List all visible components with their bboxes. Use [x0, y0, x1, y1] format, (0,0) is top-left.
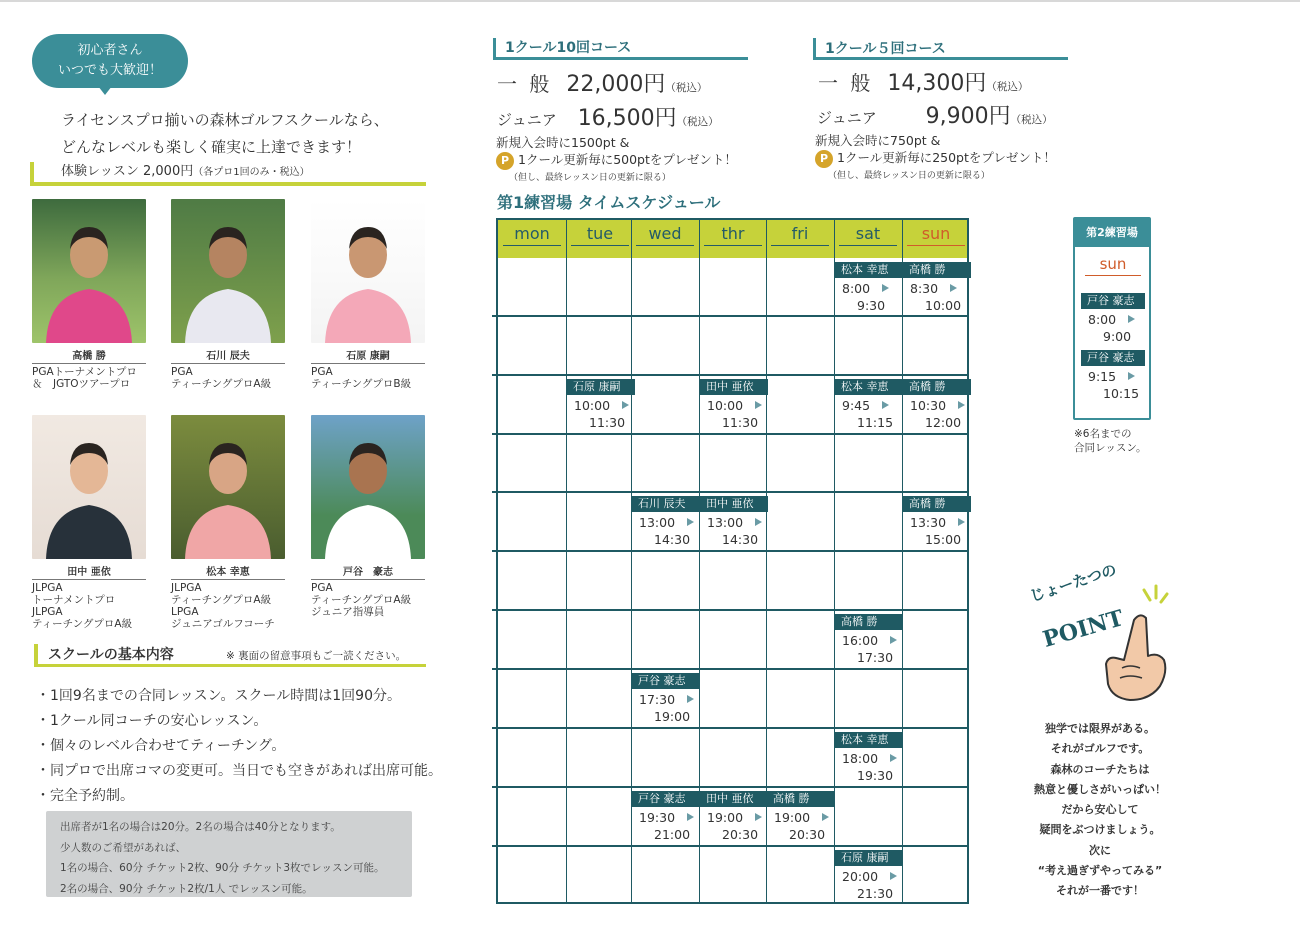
slot-start: 10:00: [707, 398, 744, 413]
point-illustration: [1026, 560, 1176, 710]
lesson-slot[interactable]: [835, 262, 903, 313]
slot-start: 19:00: [707, 810, 744, 825]
slot-start: 8:00: [1088, 312, 1117, 327]
small-group-note: [46, 811, 412, 897]
coach-name: 高橋 勝: [32, 347, 146, 364]
message-line: 独学では限界がある。: [1045, 722, 1155, 735]
point-message: [1026, 719, 1174, 902]
slot-start: 13:00: [707, 515, 744, 530]
slot-start-row: [707, 515, 768, 530]
grid-row-tick: [492, 786, 498, 788]
arrow-right-icon: [958, 518, 965, 526]
course2-bonus-line1: 新規入会時に750pt &: [815, 133, 941, 148]
basics-note: ※ 裏面の留意事項もご一読ください。: [226, 650, 407, 662]
slot-coach: 石原 康嗣: [567, 379, 635, 395]
slot-start: 8:00: [842, 281, 871, 296]
coach-title: PGA ティーチングプロB級: [311, 366, 412, 390]
slot-start-row: [910, 515, 971, 530]
course1-bonus-text: 1クール更新毎に500ptをプレゼント！: [518, 152, 737, 167]
arrow-right-icon: [1128, 372, 1135, 380]
lesson-slot[interactable]: [767, 791, 835, 842]
slot-start: 18:00: [842, 751, 879, 766]
slot-start: 19:30: [639, 810, 676, 825]
basics-point: ・1回9名までの合同レッスン。スクール時間は1回90分。: [36, 688, 401, 704]
basics-point: ・完全予約制。: [36, 788, 134, 804]
course1-bonus-line1: 新規入会時に1500pt &: [496, 135, 630, 150]
slot-coach: 石原 康嗣: [835, 850, 903, 866]
coach-name: 松本 幸恵: [171, 563, 285, 580]
slot-end: 14:30: [654, 532, 691, 547]
basics-accent-bar: [34, 664, 426, 667]
slot-end: 15:00: [925, 532, 962, 547]
slot-start-row: [842, 633, 903, 648]
lesson-slot[interactable]: [1081, 350, 1145, 401]
arrow-right-icon: [822, 813, 829, 821]
coach-portrait-icon: [171, 199, 285, 343]
day-header-sun: sun: [907, 224, 965, 246]
basics-list: [36, 684, 442, 809]
slot-start: 13:30: [910, 515, 947, 530]
slot-coach: 高橋 勝: [767, 791, 835, 807]
intro-line2: どんなレベルも楽しく確実に上達できます！: [61, 138, 362, 156]
arrow-right-icon: [622, 401, 629, 409]
coach-title: PGAトーナメントプロ ＆ JGTOツアープロ: [32, 366, 137, 390]
course1-bonus-line2: [496, 151, 737, 170]
note-line: 少人数のご希望があれば、: [60, 841, 186, 854]
grid-row-divider: [498, 845, 967, 847]
second-range-note: [1074, 427, 1147, 455]
second-note-line2: 合同レッスン。: [1074, 442, 1147, 454]
sparkle-line: [1161, 594, 1167, 602]
point-coin-icon: P: [815, 150, 833, 168]
schedule-grid: [496, 218, 969, 904]
course1-general-label: 一 般: [497, 72, 553, 96]
arrow-right-icon: [882, 401, 889, 409]
slot-coach: 戸谷 豪志: [632, 791, 700, 807]
coach-photo: [32, 415, 146, 559]
slot-coach: 高橋 勝: [903, 262, 971, 278]
slot-end: 20:30: [789, 827, 826, 842]
course2-junior-price: 9,900円: [925, 104, 1011, 129]
coach-portrait-icon: [171, 415, 285, 559]
basics-point: ・個々のレベル合わせてティーチング。: [36, 738, 286, 754]
slot-end: 17:30: [857, 650, 894, 665]
slot-end: 19:00: [654, 709, 691, 724]
arrow-right-icon: [687, 813, 694, 821]
note-line: 2名の場合、90分 チケット2枚/1人 でレッスン可能。: [60, 882, 313, 895]
course2-bonus-note: （但し、最終レッスン日の更新に限る）: [828, 170, 990, 181]
coach-card: [171, 199, 285, 390]
slot-end: 19:30: [857, 768, 894, 783]
lesson-slot[interactable]: [903, 379, 971, 430]
slot-start-row: [707, 398, 768, 413]
arrow-right-icon: [958, 401, 965, 409]
lesson-slot[interactable]: [700, 791, 768, 842]
grid-row-tick: [492, 374, 498, 376]
slot-start-row: [639, 692, 700, 707]
slot-coach: 松本 幸恵: [835, 379, 903, 395]
slot-start: 10:00: [574, 398, 611, 413]
grid-row-tick: [492, 491, 498, 493]
slot-start: 20:00: [842, 869, 879, 884]
slot-start-row: [639, 810, 700, 825]
top-divider: [0, 0, 1300, 2]
course2-general-tax: （税込）: [986, 81, 1029, 93]
course2-bonus-line2: [815, 149, 1056, 168]
grid-row-tick: [492, 609, 498, 611]
slot-start: 17:30: [639, 692, 676, 707]
message-line: 森林のコーチたちは: [1050, 762, 1150, 776]
coach-name: 田中 亜依: [32, 563, 146, 580]
day-header-fri: fri: [771, 224, 829, 246]
intro-text: [61, 107, 389, 161]
note-line: 出席者が1名の場合は20分。2名の場合は40分となります。: [60, 821, 341, 833]
course1-junior-price: 16,500円: [577, 106, 677, 131]
slot-start-row: [842, 869, 903, 884]
slot-start-row: [910, 398, 971, 413]
arrow-right-icon: [755, 518, 762, 526]
course2-title: 1クール５回コース: [825, 41, 946, 57]
course1-accent-bar: [493, 57, 748, 60]
grid-row-divider: [498, 433, 967, 435]
coach-photo: [171, 199, 285, 343]
slot-end: 10:15: [1103, 386, 1140, 401]
coach-torso: [185, 289, 271, 343]
grid-column-divider: [902, 220, 903, 902]
course1-general-tax: （税込）: [665, 82, 708, 94]
course1-junior-tax: （税込）: [676, 116, 719, 128]
basics-point: ・1クール同コーチの安心レッスン。: [36, 713, 268, 729]
lime-accent-bar: [30, 182, 426, 186]
message-line: 疑問をぶつけましょう。: [1039, 823, 1161, 837]
lesson-slot[interactable]: [632, 496, 700, 547]
second-range-day: sun: [1085, 255, 1141, 276]
slot-start: 8:30: [910, 281, 939, 296]
slot-end: 14:30: [722, 532, 759, 547]
course1-general-price: 22,000円: [566, 72, 666, 97]
arrow-right-icon: [755, 401, 762, 409]
course1-bonus-note: （但し、最終レッスン日の更新に限る）: [509, 172, 671, 183]
point-heading2: POINT: [1040, 605, 1127, 653]
lesson-slot[interactable]: [835, 732, 903, 783]
coach-name: 石原 康嗣: [311, 347, 425, 364]
course1-title: 1クール10回コース: [505, 40, 632, 56]
slot-end: 10:00: [925, 298, 962, 313]
second-note-line1: ※6名までの: [1074, 428, 1132, 440]
slot-coach: 田中 亜依: [700, 496, 768, 512]
grid-row-divider: [498, 491, 967, 493]
slot-coach: 戸谷 豪志: [1081, 350, 1145, 366]
slot-coach: 田中 亜依: [700, 379, 768, 395]
welcome-line2: いつでも大歓迎！: [57, 63, 162, 78]
message-line: だから安心して: [1061, 803, 1139, 817]
slot-end: 12:00: [925, 415, 962, 430]
coach-photo: [311, 415, 425, 559]
course2-junior-price-row: [817, 99, 1053, 130]
slot-end: 20:30: [722, 827, 759, 842]
welcome-line1: 初心者さん: [77, 43, 143, 58]
day-header-wed: wed: [636, 224, 694, 246]
basics-title: スクールの基本内容: [48, 647, 174, 663]
coach-photo: [32, 199, 146, 343]
message-line: それが一番です！: [1056, 884, 1144, 898]
slot-start-row: [842, 281, 903, 296]
slot-coach: 松本 幸恵: [835, 732, 903, 748]
coach-card: [32, 199, 146, 390]
welcome-bubble-tail: [98, 86, 112, 95]
grid-row-divider: [498, 786, 967, 788]
slot-start-row: [1088, 369, 1145, 384]
slot-end: 21:30: [857, 886, 894, 901]
course2-junior-label: ジュニア: [817, 109, 877, 127]
slot-start: 13:00: [639, 515, 676, 530]
slot-coach: 戸谷 豪志: [632, 673, 700, 689]
coach-card: [32, 415, 146, 630]
basics-point: ・同プロで出席コマの変更可。当日でも空きがあれば出席可能。: [36, 763, 442, 779]
lesson-slot[interactable]: [903, 496, 971, 547]
slot-coach: 石川 辰夫: [632, 496, 700, 512]
point-coin-icon: P: [496, 152, 514, 170]
arrow-right-icon: [890, 754, 897, 762]
lesson-slot[interactable]: [1081, 293, 1145, 344]
coach-portrait-icon: [311, 415, 425, 559]
arrow-right-icon: [950, 284, 957, 292]
slot-end: 11:15: [857, 415, 894, 430]
arrow-right-icon: [687, 695, 694, 703]
course2-general-price-row: [818, 66, 1028, 97]
schedule-title: 第1練習場 タイムスケジュール: [497, 193, 721, 212]
grid-row-tick: [492, 668, 498, 670]
coach-name: 石川 辰夫: [171, 347, 285, 364]
slot-coach: 高橋 勝: [903, 496, 971, 512]
grid-row-tick: [492, 550, 498, 552]
slot-start-row: [574, 398, 635, 413]
coach-card: [171, 415, 285, 630]
slot-start-row: [842, 751, 903, 766]
coach-title: JLPGA トーナメントプロ JLPGA ティーチングプロA級: [32, 582, 133, 630]
grid-row-divider: [498, 315, 967, 317]
slot-end: 21:00: [654, 827, 691, 842]
coach-torso: [185, 505, 271, 559]
course1-junior-price-row: [497, 101, 719, 132]
trial-note: （各プロ1回のみ・税込）: [193, 167, 310, 178]
lesson-slot[interactable]: [632, 791, 700, 842]
course2-accent-bar: [813, 57, 1068, 60]
grid-row-divider: [498, 550, 967, 552]
arrow-right-icon: [882, 284, 889, 292]
lesson-slot[interactable]: [700, 496, 768, 547]
coach-photo: [171, 415, 285, 559]
arrow-right-icon: [755, 813, 762, 821]
course2-general-price: 14,300円: [887, 71, 987, 96]
course1-bonus: [496, 134, 737, 187]
grid-row-tick: [492, 727, 498, 729]
slot-end: 11:30: [589, 415, 626, 430]
point-heading1: じょーたつの: [1027, 560, 1119, 606]
lesson-slot[interactable]: [835, 614, 903, 665]
lesson-slot[interactable]: [903, 262, 971, 313]
slot-start-row: [842, 398, 903, 413]
grid-column-divider: [566, 220, 567, 902]
slot-end: 11:30: [722, 415, 759, 430]
lesson-slot[interactable]: [835, 379, 903, 430]
welcome-bubble: [32, 34, 188, 88]
grid-row-tick: [492, 315, 498, 317]
arrow-right-icon: [687, 518, 694, 526]
lesson-slot[interactable]: [700, 379, 768, 430]
course1-general-price-row: [497, 67, 707, 98]
coach-torso: [46, 505, 132, 559]
trial-lesson: [61, 160, 310, 179]
course1-junior-label: ジュニア: [497, 111, 557, 129]
slot-coach: 戸谷 豪志: [1081, 293, 1145, 309]
message-line: 熱意と優しさがいっぱい！: [1034, 782, 1166, 796]
coach-torso: [46, 289, 132, 343]
grid-row-divider: [498, 727, 967, 729]
slot-start-row: [707, 810, 768, 825]
arrow-right-icon: [890, 636, 897, 644]
slot-coach: 田中 亜依: [700, 791, 768, 807]
day-header-thr: thr: [704, 224, 762, 246]
lesson-slot[interactable]: [632, 673, 700, 724]
coach-portrait-icon: [32, 415, 146, 559]
slot-start: 19:00: [774, 810, 811, 825]
slot-start-row: [639, 515, 700, 530]
slot-end: 9:00: [1103, 329, 1132, 344]
course2-junior-tax: （税込）: [1010, 114, 1053, 126]
grid-row-tick: [492, 845, 498, 847]
day-header-sat: sat: [839, 224, 897, 246]
message-line: 次に: [1089, 843, 1111, 857]
day-header-mon: mon: [503, 224, 561, 246]
coach-title: JLPGA ティーチングプロA級 LPGA ジュニアゴルフコーチ: [171, 582, 275, 630]
slot-end: 9:30: [857, 298, 886, 313]
slot-coach: 松本 幸恵: [835, 262, 903, 278]
coach-portrait-icon: [311, 199, 425, 343]
intro-line1: ライセンスプロ揃いの森林ゴルフスクールなら、: [61, 111, 389, 129]
coach-card: [311, 415, 425, 618]
course2-bonus-text: 1クール更新毎に250ptをプレゼント！: [837, 150, 1056, 165]
coach-torso: [325, 505, 411, 559]
message-line: “考え過ぎずやってみる”: [1037, 864, 1163, 878]
grid-row-tick: [492, 433, 498, 435]
slot-start-row: [1088, 312, 1145, 327]
coach-title: PGA ティーチングプロA級: [171, 366, 272, 390]
lesson-slot[interactable]: [835, 850, 903, 901]
slot-start-row: [774, 810, 835, 825]
arrow-right-icon: [1128, 315, 1135, 323]
coach-name: 戸谷 豪志: [311, 563, 425, 580]
grid-row-divider: [498, 374, 967, 376]
arrow-right-icon: [890, 872, 897, 880]
coach-title: PGA ティーチングプロA級 ジュニア指導員: [311, 582, 412, 618]
trial-main: 体験レッスン 2,000円: [61, 164, 194, 179]
coach-card: [311, 199, 425, 390]
day-header-tue: tue: [571, 224, 629, 246]
slot-start: 9:45: [842, 398, 871, 413]
grid-row-divider: [498, 609, 967, 611]
second-range-title: 第2練習場: [1075, 219, 1149, 247]
course2-general-label: 一 般: [818, 71, 874, 95]
slot-start: 10:30: [910, 398, 947, 413]
message-line: それがゴルフです。: [1050, 742, 1150, 756]
course2-bonus: [815, 132, 1056, 185]
sparkle-line: [1144, 590, 1150, 600]
note-line: 1名の場合、60分 チケット2枚、90分 チケット3枚でレッスン可能。: [60, 862, 385, 874]
coach-photo: [311, 199, 425, 343]
grid-row-divider: [498, 668, 967, 670]
coach-portrait-icon: [32, 199, 146, 343]
lesson-slot[interactable]: [567, 379, 635, 430]
slot-start: 9:15: [1088, 369, 1117, 384]
schedule-header: [498, 220, 967, 258]
second-range-schedule: [1073, 217, 1151, 420]
slot-coach: 高橋 勝: [835, 614, 903, 630]
slot-coach: 高橋 勝: [903, 379, 971, 395]
slot-start: 16:00: [842, 633, 879, 648]
slot-start-row: [910, 281, 971, 296]
coach-torso: [325, 289, 411, 343]
